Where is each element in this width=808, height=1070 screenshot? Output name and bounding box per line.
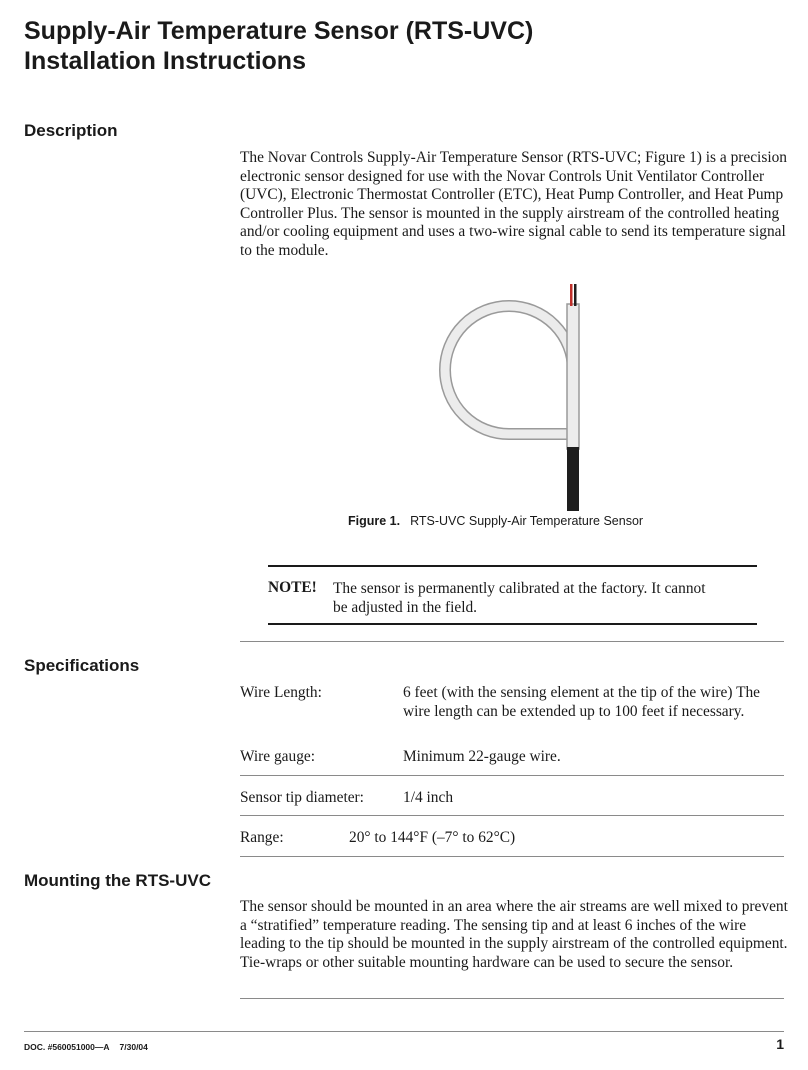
- mounting-rule: [240, 998, 784, 999]
- spec-range-value: 20° to 144°F (–7° to 62°C): [349, 829, 516, 846]
- spec-rule-1: [240, 775, 784, 776]
- figure-caption: [348, 514, 643, 528]
- spec-wire-gauge-label: Wire gauge:: [240, 748, 316, 765]
- sensor-tip: [567, 447, 579, 511]
- spec-tip-diameter-label: Sensor tip diameter:: [240, 789, 364, 806]
- footer-rule: [24, 1031, 784, 1032]
- spec-wire-length-value: 6 feet (with the sensing element at the tip of the wire) The wire length can be extended up to 100 feet if necessary.: [403, 684, 761, 720]
- sensor-lead-red: [570, 284, 573, 306]
- spec-wire-length-label: Wire Length:: [240, 684, 322, 701]
- specifications-heading: Specifications: [24, 656, 140, 675]
- title-line-1: Supply-Air Temperature Sensor (RTS-UVC): [24, 17, 534, 45]
- section-divider: [240, 641, 784, 642]
- footer-doc-number: DOC. #560051000—A: [24, 1042, 110, 1052]
- description-paragraph: The Novar Controls Supply-Air Temperature Sensor (RTS-UVC; Figure 1) is a precision electronic sensor designed for use with the Novar Controls Unit Ventilator Controller (UVC), Electronic Thermostat Controller (ETC), Heat Pump Controller, and Heat Pump Controller Plus. The sensor is mounted in the supply airstream of the controlled heating and/or cooling equipment and uses a two-wire signal cable to send its temperature signal to the module.: [240, 149, 787, 259]
- page-title: [24, 16, 533, 76]
- description-heading: Description: [24, 121, 118, 140]
- sensor-lead-black: [574, 284, 577, 306]
- note-top-rule: [268, 565, 757, 567]
- spec-tip-diameter-value: 1/4 inch: [403, 789, 454, 806]
- mounting-heading: Mounting the RTS-UVC: [24, 871, 211, 890]
- note-label: NOTE!: [268, 579, 317, 596]
- spec-range-label: Range:: [240, 829, 284, 846]
- figure-caption-text: RTS-UVC Supply-Air Temperature Sensor: [410, 514, 644, 528]
- footer-date: 7/30/04: [119, 1042, 148, 1052]
- title-line-2: Installation Instructions: [24, 47, 306, 75]
- spec-wire-gauge-value: Minimum 22-gauge wire.: [403, 748, 561, 765]
- figure-label: Figure 1.: [348, 514, 401, 528]
- page-number: 1: [776, 1036, 784, 1052]
- spec-rule-2: [240, 815, 784, 816]
- note-bottom-rule: [268, 623, 757, 625]
- note-text: The sensor is permanently calibrated at the factory. It cannot be adjusted in the field.: [333, 580, 706, 616]
- spec-rule-3: [240, 856, 784, 857]
- sensor-figure: [430, 280, 610, 520]
- sensor-wire-jacket: [567, 304, 579, 449]
- footer-doc-info: [24, 1042, 148, 1052]
- mounting-paragraph: The sensor should be mounted in an area where the air streams are well mixed to prevent a “stratified” temperature reading. The sensing tip and at least 6 inches of the wire leading to the tip should be mounted in the supply airstream of the controlled equipment. Tie-wraps or other suitable mounting hardware can be used to secure the sensor.: [240, 898, 788, 971]
